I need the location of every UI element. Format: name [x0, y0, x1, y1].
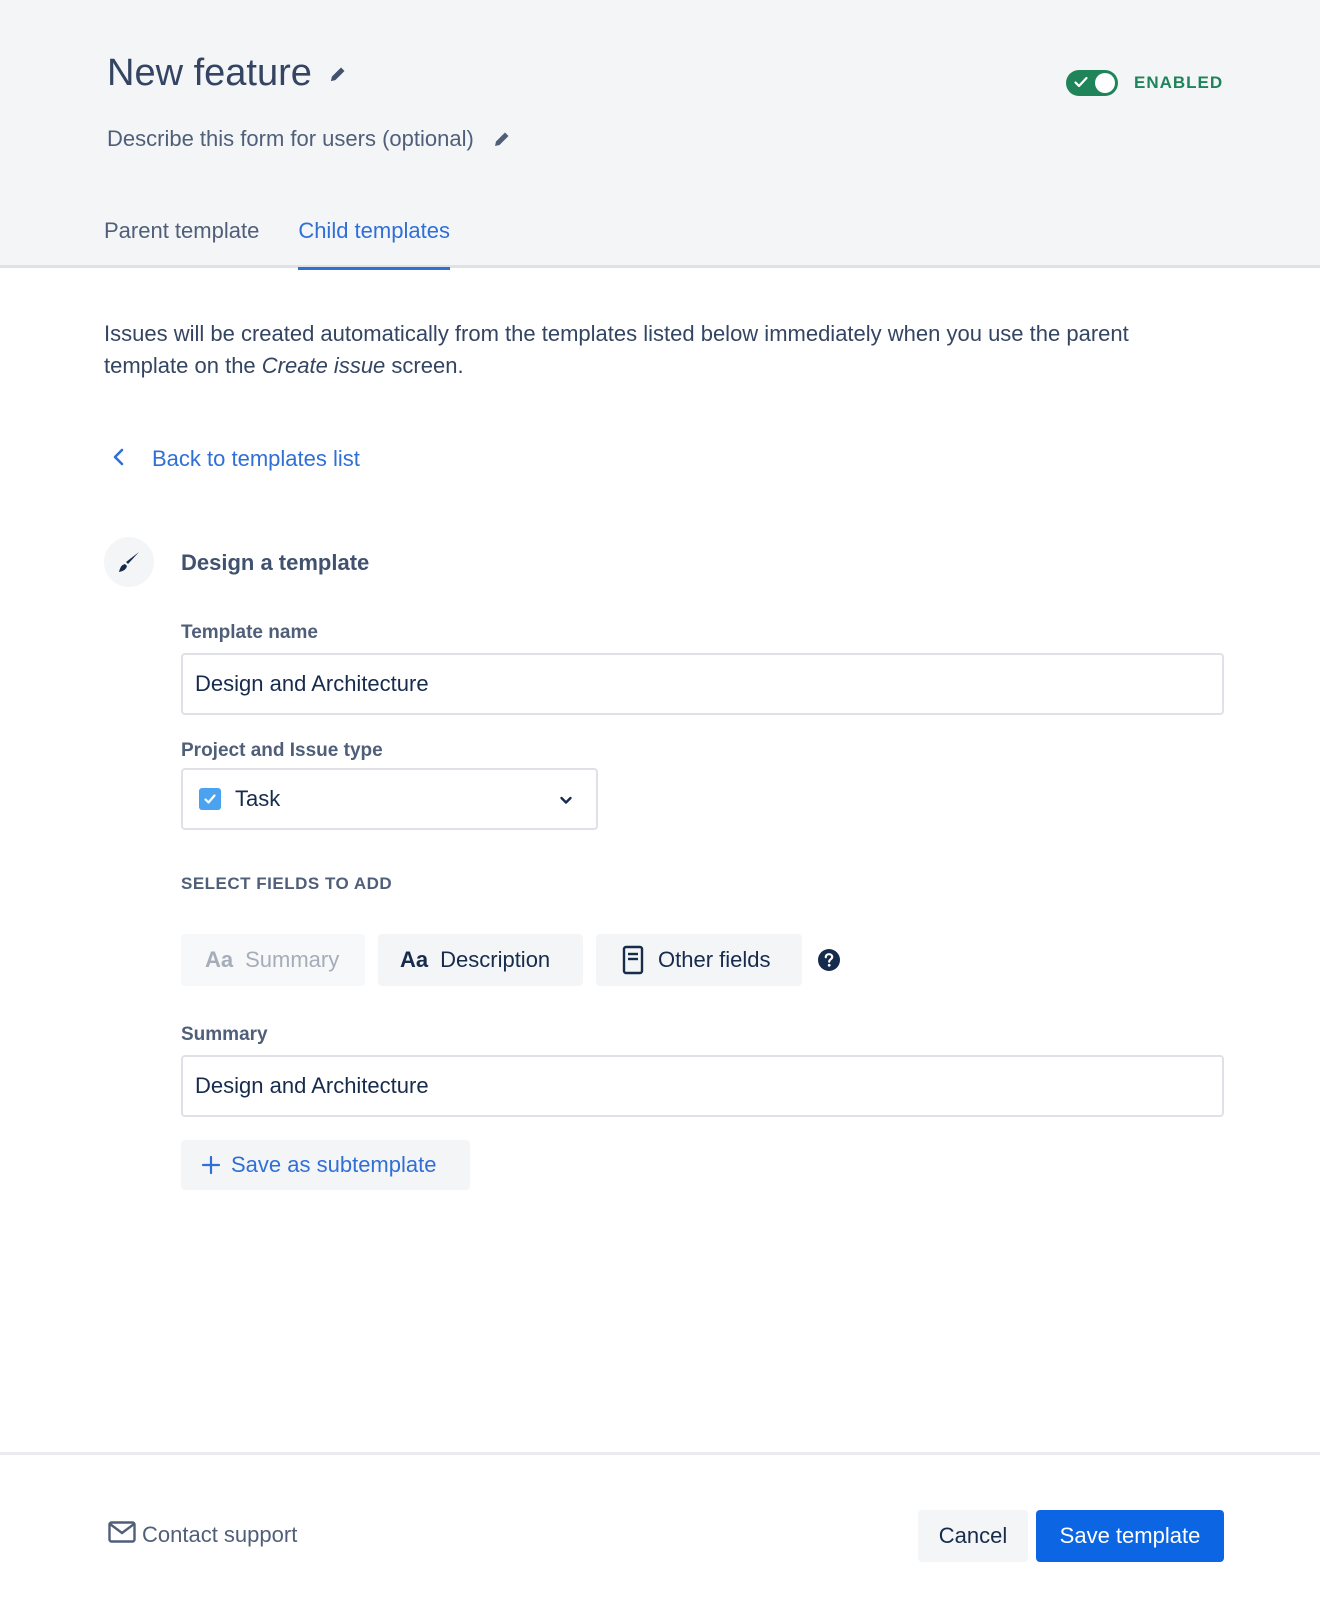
toggle-knob — [1095, 73, 1115, 93]
summary-input[interactable]: Design and Architecture — [181, 1055, 1224, 1117]
project-issue-type-select[interactable] — [181, 768, 598, 830]
intro-text-before: Issues will be created automatically from the templates listed below immediately when you use the parent template on the — [104, 321, 1129, 378]
template-name-label: Template name — [181, 622, 318, 643]
template-tabs — [104, 210, 489, 268]
summary-label: Summary — [181, 1024, 268, 1045]
tab-child-templates[interactable]: Child templates — [298, 210, 450, 268]
form-title[interactable]: New feature — [107, 52, 312, 94]
tab-parent-template[interactable]: Parent template — [104, 218, 260, 243]
check-icon — [1073, 74, 1089, 95]
back-to-templates-link[interactable] — [112, 446, 360, 472]
paintbrush-icon — [104, 537, 154, 587]
add-description-field-button[interactable] — [378, 934, 583, 986]
form-header — [0, 0, 1320, 268]
description-chip-label: Description — [440, 947, 551, 972]
summary-chip-label: Summary — [245, 947, 340, 972]
text-field-icon: Aa — [400, 947, 429, 972]
chevron-down-icon — [558, 792, 574, 813]
document-icon — [622, 945, 644, 975]
enabled-toggle-group — [1066, 70, 1223, 96]
intro-text-after: screen. — [385, 353, 464, 378]
enabled-toggle[interactable] — [1066, 70, 1118, 96]
back-link-label: Back to templates list — [152, 446, 360, 471]
plus-icon — [201, 1155, 221, 1175]
contact-support-label: Contact support — [142, 1521, 298, 1547]
mail-icon — [108, 1521, 136, 1548]
other-fields-chip-label: Other fields — [658, 947, 771, 972]
issue-type-value: Task — [235, 786, 281, 811]
contact-support-link[interactable] — [108, 1521, 297, 1548]
description-row — [107, 126, 512, 152]
template-name-input[interactable]: Design and Architecture — [181, 653, 1224, 715]
task-checkbox-icon — [199, 788, 221, 810]
help-question-icon[interactable] — [817, 948, 841, 977]
project-issue-type-label: Project and Issue type — [181, 740, 383, 761]
add-other-fields-button[interactable] — [596, 934, 802, 986]
add-summary-field-button[interactable] — [181, 934, 365, 986]
save-template-button[interactable]: Save template — [1036, 1510, 1224, 1562]
chevron-left-icon — [112, 447, 126, 472]
save-as-subtemplate-label: Save as subtemplate — [231, 1152, 437, 1177]
form-description[interactable]: Describe this form for users (optional) — [107, 126, 474, 151]
intro-text-emphasis: Create issue — [261, 353, 386, 378]
save-as-subtemplate-button[interactable] — [181, 1140, 470, 1190]
intro-text — [104, 318, 1214, 382]
select-fields-label: SELECT FIELDS TO ADD — [181, 874, 393, 893]
text-field-icon: Aa — [205, 947, 234, 972]
edit-description-pencil-icon[interactable] — [492, 129, 512, 149]
edit-title-pencil-icon[interactable] — [328, 64, 348, 84]
section-title: Design a template — [181, 550, 370, 575]
enabled-status-label: ENABLED — [1134, 73, 1224, 92]
title-row — [107, 52, 348, 95]
cancel-button[interactable]: Cancel — [918, 1510, 1028, 1562]
